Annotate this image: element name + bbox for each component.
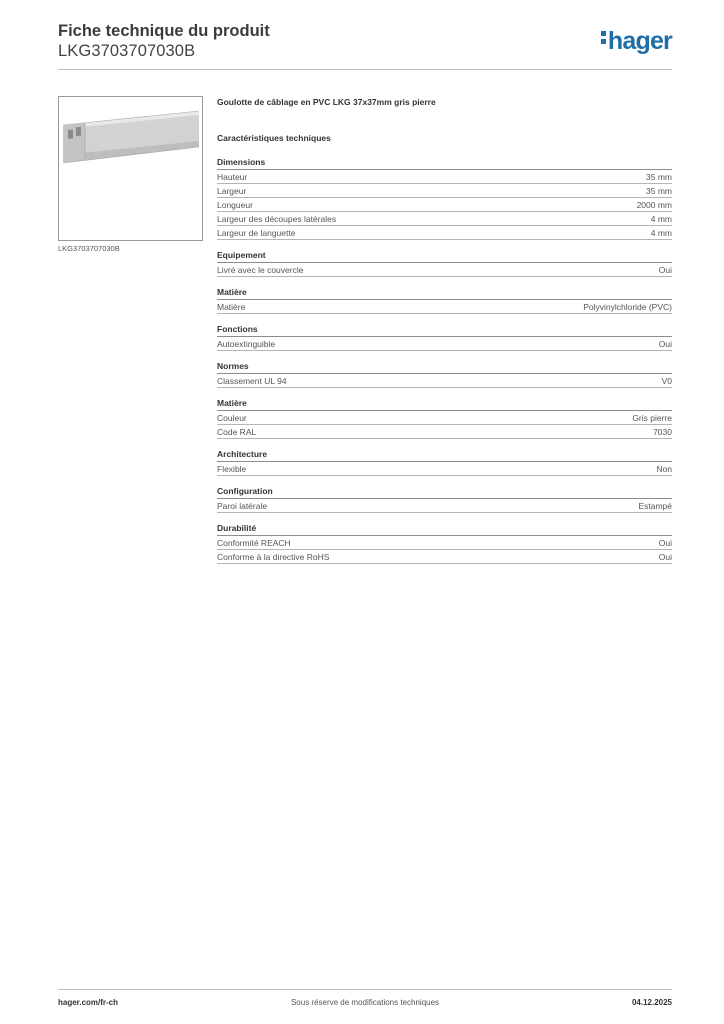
spec-value: 35 mm	[646, 186, 672, 196]
spec-row	[217, 374, 672, 388]
spec-row	[217, 212, 672, 226]
page-footer	[58, 998, 672, 1010]
spec-value: Oui	[658, 552, 672, 562]
spec-label: Matière	[217, 302, 246, 312]
spec-value: Polyvinylchloride (PVC)	[583, 302, 672, 312]
spec-group-title: Configuration	[217, 485, 672, 499]
spec-value: 7030	[653, 427, 672, 437]
footer-date: 04.12.2025	[631, 998, 672, 1007]
spec-group	[217, 360, 672, 388]
header-divider	[58, 69, 672, 70]
page-header	[58, 21, 672, 61]
spec-group-title: Normes	[217, 360, 672, 374]
spec-group-title: Fonctions	[217, 323, 672, 337]
spec-row	[217, 300, 672, 314]
spec-row	[217, 462, 672, 476]
spec-label: Largeur des découpes latérales	[217, 214, 337, 224]
spec-group	[217, 286, 672, 314]
spec-value: 4 mm	[650, 228, 672, 238]
spec-group	[217, 522, 672, 564]
spec-group	[217, 156, 672, 240]
spec-group-title: Architecture	[217, 448, 672, 462]
spec-group	[217, 485, 672, 513]
spec-value: Oui	[658, 265, 672, 275]
spec-row	[217, 184, 672, 198]
spec-label: Paroi latérale	[217, 501, 268, 511]
spec-label: Livré avec le couvercle	[217, 265, 304, 275]
spec-label: Conformité REACH	[217, 538, 291, 548]
spec-row	[217, 226, 672, 240]
spec-value: 35 mm	[646, 172, 672, 182]
spec-value: Gris pierre	[632, 413, 672, 423]
page-title: Fiche technique du produit	[58, 22, 270, 40]
section-heading: Caractéristiques techniques	[217, 133, 331, 143]
spec-group-title: Matière	[217, 397, 672, 411]
product-description: Goulotte de câblage en PVC LKG 37x37mm gris pierre	[217, 97, 436, 107]
spec-group	[217, 323, 672, 351]
spec-row	[217, 263, 672, 277]
spec-value: Oui	[658, 538, 672, 548]
spec-row	[217, 499, 672, 513]
image-caption: LKG3703707030B	[58, 244, 120, 253]
spec-group-title: Matière	[217, 286, 672, 300]
spec-group	[217, 397, 672, 439]
product-image	[58, 96, 203, 241]
product-reference: LKG3703707030B	[58, 42, 196, 60]
spec-row	[217, 536, 672, 550]
spec-value: Oui	[658, 339, 672, 349]
spec-row	[217, 411, 672, 425]
footer-disclaimer: Sous réserve de modifications techniques	[290, 998, 440, 1007]
spec-label: Largeur de languette	[217, 228, 296, 238]
spec-group-title: Durabilité	[217, 522, 672, 536]
hager-logo	[601, 27, 672, 55]
spec-label: Classement UL 94	[217, 376, 287, 386]
spec-content	[217, 96, 672, 573]
spec-label: Largeur	[217, 186, 247, 196]
spec-row	[217, 550, 672, 564]
spec-group-title: Dimensions	[217, 156, 672, 170]
spec-value: V0	[661, 376, 672, 386]
spec-group-title: Equipement	[217, 249, 672, 263]
spec-row	[217, 198, 672, 212]
spec-group	[217, 448, 672, 476]
spec-value: Estampé	[638, 501, 672, 511]
spec-row	[217, 425, 672, 439]
spec-value: 2000 mm	[636, 200, 672, 210]
spec-value: 4 mm	[650, 214, 672, 224]
spec-label: Code RAL	[217, 427, 257, 437]
spec-label: Couleur	[217, 413, 247, 423]
spec-row	[217, 170, 672, 184]
spec-value: Non	[656, 464, 672, 474]
cable-duct-icon	[59, 97, 202, 240]
spec-label: Conforme à la directive RoHS	[217, 552, 330, 562]
spec-label: Autoextinguible	[217, 339, 276, 349]
footer-website[interactable]: hager.com/fr-ch	[58, 998, 119, 1007]
spec-label: Hauteur	[217, 172, 248, 182]
spec-label: Flexible	[217, 464, 247, 474]
spec-group	[217, 249, 672, 277]
footer-divider	[58, 989, 672, 990]
spec-row	[217, 337, 672, 351]
logo-dots-icon	[601, 28, 606, 47]
spec-groups	[217, 156, 672, 564]
logo-text: hager	[607, 27, 672, 55]
spec-label: Longueur	[217, 200, 253, 210]
